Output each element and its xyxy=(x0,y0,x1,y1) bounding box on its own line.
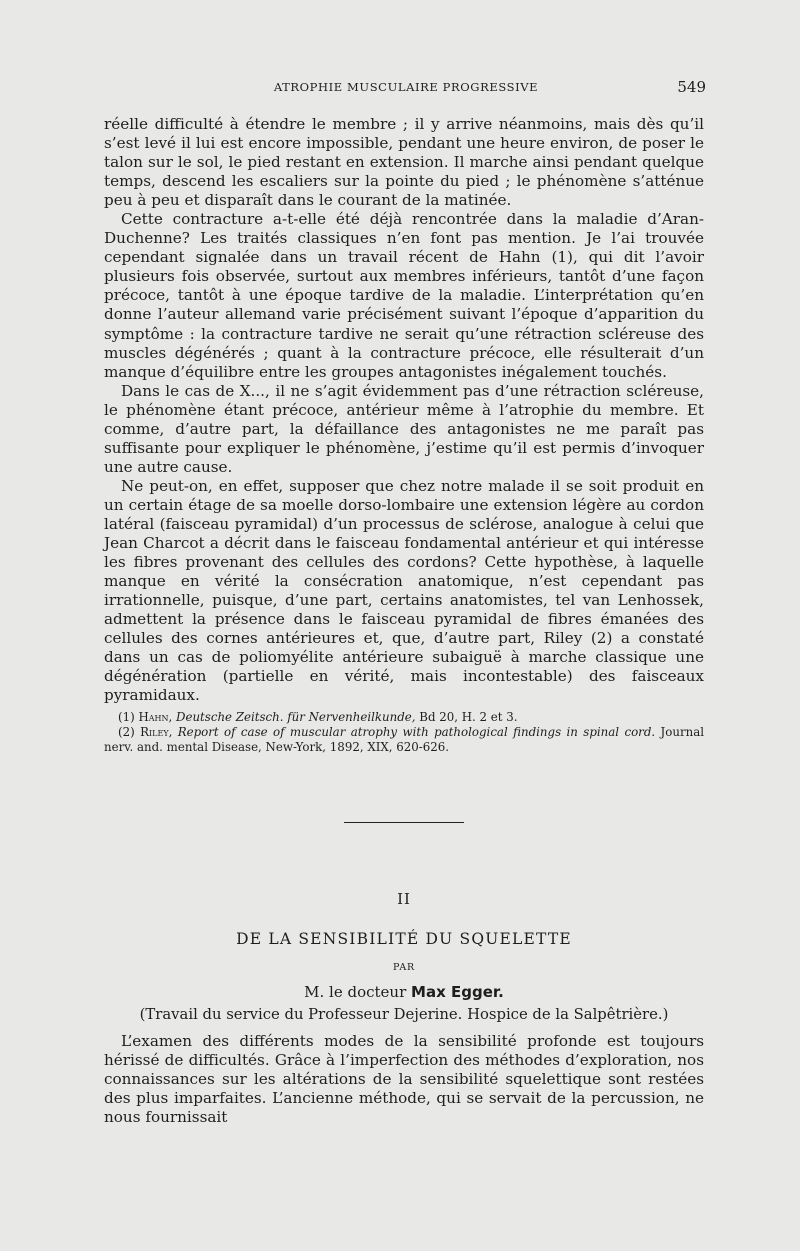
footnote-rest: Journal nerv. and. mental Disease, New-York, 1892, XIX, 620-626. xyxy=(104,725,704,754)
footnote-1 xyxy=(104,710,704,725)
section-number: II xyxy=(397,890,411,908)
section-1-body xyxy=(104,115,704,705)
footnote-rest: Bd 20, H. 2 et 3. xyxy=(415,710,518,724)
footnote-number: (1) xyxy=(118,710,135,724)
by-label: PAR xyxy=(393,962,415,973)
footnote-author: Hahn, xyxy=(138,710,173,724)
running-title: ATROPHIE MUSCULAIRE PROGRESSIVE xyxy=(273,80,539,94)
paragraph: Ne peut-on, en effet, supposer que chez notre malade il se soit produit en un certain étage de sa moelle dorso-lombaire une extension légère au cordon latéral (faisceau pyramidal) d’un processus de sclérose, analogue à celui que Jean Charcot a décrit dans le faisceau fondamental antérieur et qui intéresse les fibres provenant des cellules des cordons? Cette hypothèse, à laquelle manque en vérité la consécration anatomique, n’est cependant pas irrationnelle, puisque, d’une part, certains anatomistes, tel van Lenhossek, admettent la présence dans le faisceau pyramidal de fibres émanées des cellules des cornes antérieures et, que, d’autre part, Riley (2) a constaté dans un cas de poliomyélite antérieure subaiguë à marche classique une dégénération (partielle en vérité, mais incontestable) des faisceaux pyramidaux. xyxy=(104,476,704,705)
paragraph: réelle difficulté à étendre le membre ; il y arrive néanmoins, mais dès qu’il s’est levé il lui est encore impossible, pendant une heure environ, de poser le talon sur le sol, le pied restant en extension. Il marche ainsi pendant quelque temps, descend les escaliers sur la pointe du pied ; le phénomène s’atténue peu à peu et disparaît dans le courant de la matinée. xyxy=(104,115,704,210)
footnote-author: Riley, xyxy=(140,725,173,739)
footnotes xyxy=(104,710,704,755)
section-divider xyxy=(344,822,464,823)
footnote-title: Report of case of muscular atrophy with pathological findings in spinal cord. xyxy=(177,725,656,739)
page-number: 549 xyxy=(677,78,706,96)
paragraph: Cette contracture a-t-elle été déjà rencontrée dans la maladie d’Aran-Duchenne? Les traités classiques n’en font pas mention. Je l’ai trouvée cependant signalée dans un travail récent de Hahn (1), qui dit l’avoir plusieurs fois observée, surtout aux membres inférieurs, tantôt d’une façon précoce, tantôt à une époque tardive de la maladie. L’interprétation qu’en donne l’auteur allemand varie précisément suivant l’époque d’apparition du symptôme : la contracture tardive ne serait qu’une rétraction scléreuse des muscles dégénérés ; quant à la contracture précoce, elle résulterait d’un manque d’équilibre entre les groupes antagonistes inégalement touchés. xyxy=(104,210,704,381)
footnote-number: (2) xyxy=(118,725,135,739)
footnote-2 xyxy=(104,725,704,755)
author-prefix: M. le docteur xyxy=(304,983,412,1001)
footnote-title: Deutsche Zeitsch. für Nervenheilkunde, xyxy=(176,710,416,724)
paragraph: L’examen des différents modes de la sensibilité profonde est toujours hérissé de difficultés. Grâce à l’imperfection des méthodes d’exploration, nos connaissances sur les altérations de la sensibilité squelettique sont restées des plus imparfaites. L’ancienne méthode, qui se servait de la percussion, ne nous fournissait xyxy=(104,1032,704,1127)
running-header xyxy=(106,78,706,98)
article-affiliation: (Travail du service du Professeur Dejerine. Hospice de la Salpêtrière.) xyxy=(139,1006,669,1023)
article-author xyxy=(104,983,704,1001)
paragraph: Dans le cas de X..., il ne s’agit évidemment pas d’une rétraction scléreuse, le phénomène étant précoce, antérieur même à l’atrophie du membre. Et comme, d’autre part, la défaillance des antagonistes ne me paraît pas suffisante pour expliquer le phénomène, j’estime qu’il est permis d’invoquer une autre cause. xyxy=(104,381,704,476)
article-title: DE LA SENSIBILITÉ DU SQUELETTE xyxy=(236,930,572,948)
section-2-body xyxy=(104,1032,704,1127)
author-name: Max Egger. xyxy=(411,983,504,1001)
